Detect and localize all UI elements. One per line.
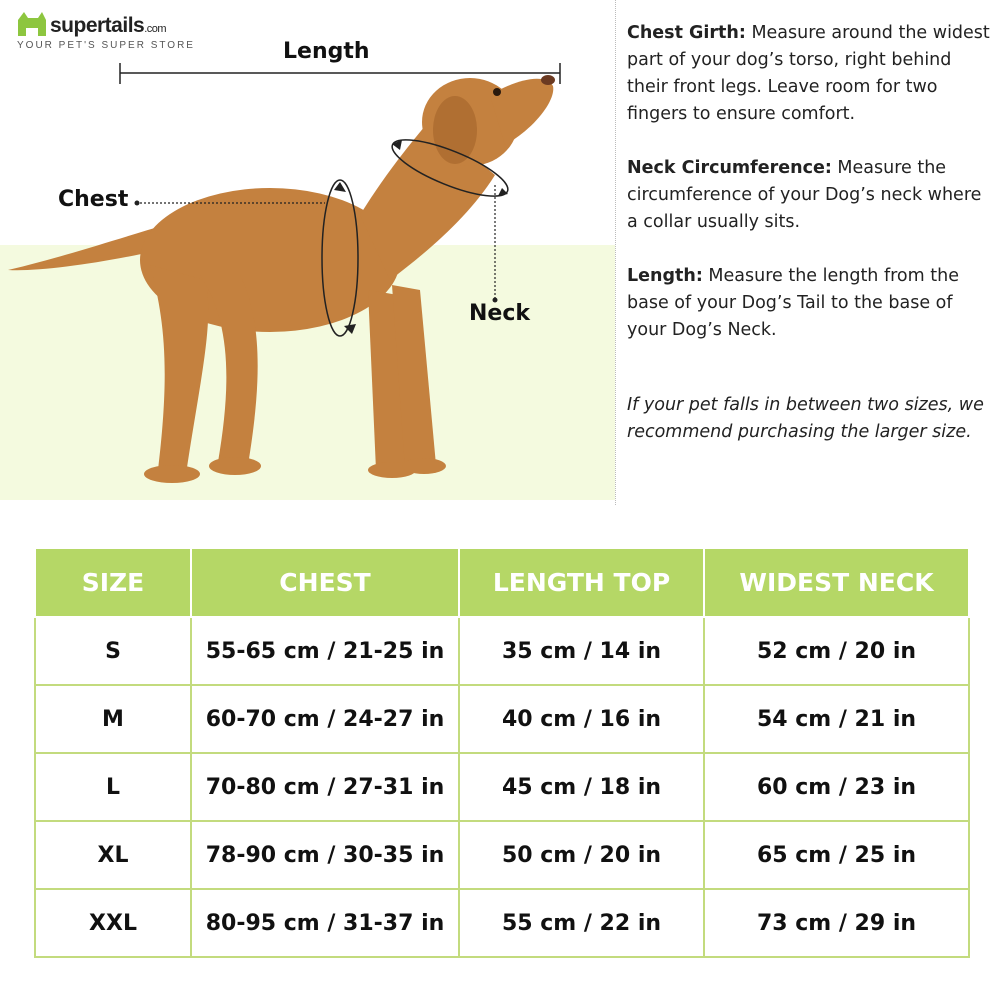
length-cell: 55 cm / 22 in [459, 889, 704, 957]
dog-illustration [0, 0, 615, 500]
header-widest-neck: WIDEST NECK [704, 548, 969, 617]
table-row [35, 889, 969, 957]
length-measure-line [120, 63, 560, 84]
neck-cell: 65 cm / 25 in [704, 821, 969, 889]
chest-girth-instruction [627, 20, 992, 128]
brand-name: supertails.com [50, 14, 167, 37]
table-row [35, 753, 969, 821]
length-label: Length [283, 39, 370, 64]
chest-girth-term: Chest Girth: [627, 23, 746, 43]
length-cell: 35 cm / 14 in [459, 617, 704, 685]
neck-label: Neck [469, 301, 531, 326]
length-text: Measure the length from the base of your Dog’s Tail to the base of your Dog’s Neck. [627, 266, 959, 340]
dog-head-icon [14, 8, 50, 40]
neck-leader-line [493, 185, 498, 303]
size-cell: L [35, 753, 191, 821]
length-cell: 40 cm / 16 in [459, 685, 704, 753]
chest-cell: 78-90 cm / 30-35 in [191, 821, 459, 889]
measurement-diagram [0, 0, 615, 500]
neck-circumference-text: Measure the circumference of your Dog’s neck where a collar usually sits. [627, 158, 982, 232]
section-divider [615, 0, 616, 505]
size-chart-table [34, 547, 970, 958]
neck-circumference-instruction [627, 155, 992, 236]
size-cell: XL [35, 821, 191, 889]
chest-cell: 80-95 cm / 31-37 in [191, 889, 459, 957]
size-cell: S [35, 617, 191, 685]
table-header-row [35, 548, 969, 617]
chest-cell: 70-80 cm / 27-31 in [191, 753, 459, 821]
chest-cell: 60-70 cm / 24-27 in [191, 685, 459, 753]
header-size: SIZE [35, 548, 191, 617]
length-cell: 45 cm / 18 in [459, 753, 704, 821]
chest-girth-text: Measure around the widest part of your dog’s torso, right behind their front legs. Leave room for two fingers to ensure comfort. [627, 23, 990, 124]
neck-cell: 60 cm / 23 in [704, 753, 969, 821]
measurement-instructions [627, 20, 992, 473]
table-row [35, 685, 969, 753]
brand-logo [14, 6, 195, 54]
header-length-top: LENGTH TOP [459, 548, 704, 617]
length-cell: 50 cm / 20 in [459, 821, 704, 889]
brand-tagline: YOUR PET'S SUPER STORE [17, 40, 195, 51]
sizing-note: If your pet falls in between two sizes, we recommend purchasing the larger size. [627, 395, 984, 442]
size-cell: XXL [35, 889, 191, 957]
length-instruction [627, 263, 992, 344]
chest-cell: 55-65 cm / 21-25 in [191, 617, 459, 685]
dog-body [8, 75, 555, 483]
neck-cell: 54 cm / 21 in [704, 685, 969, 753]
neck-cell: 52 cm / 20 in [704, 617, 969, 685]
length-term: Length: [627, 266, 703, 286]
table-row [35, 821, 969, 889]
neck-cell: 73 cm / 29 in [704, 889, 969, 957]
neck-circumference-term: Neck Circumference: [627, 158, 832, 178]
size-cell: M [35, 685, 191, 753]
chest-label: Chest [58, 187, 129, 212]
header-chest: CHEST [191, 548, 459, 617]
table-row [35, 617, 969, 685]
